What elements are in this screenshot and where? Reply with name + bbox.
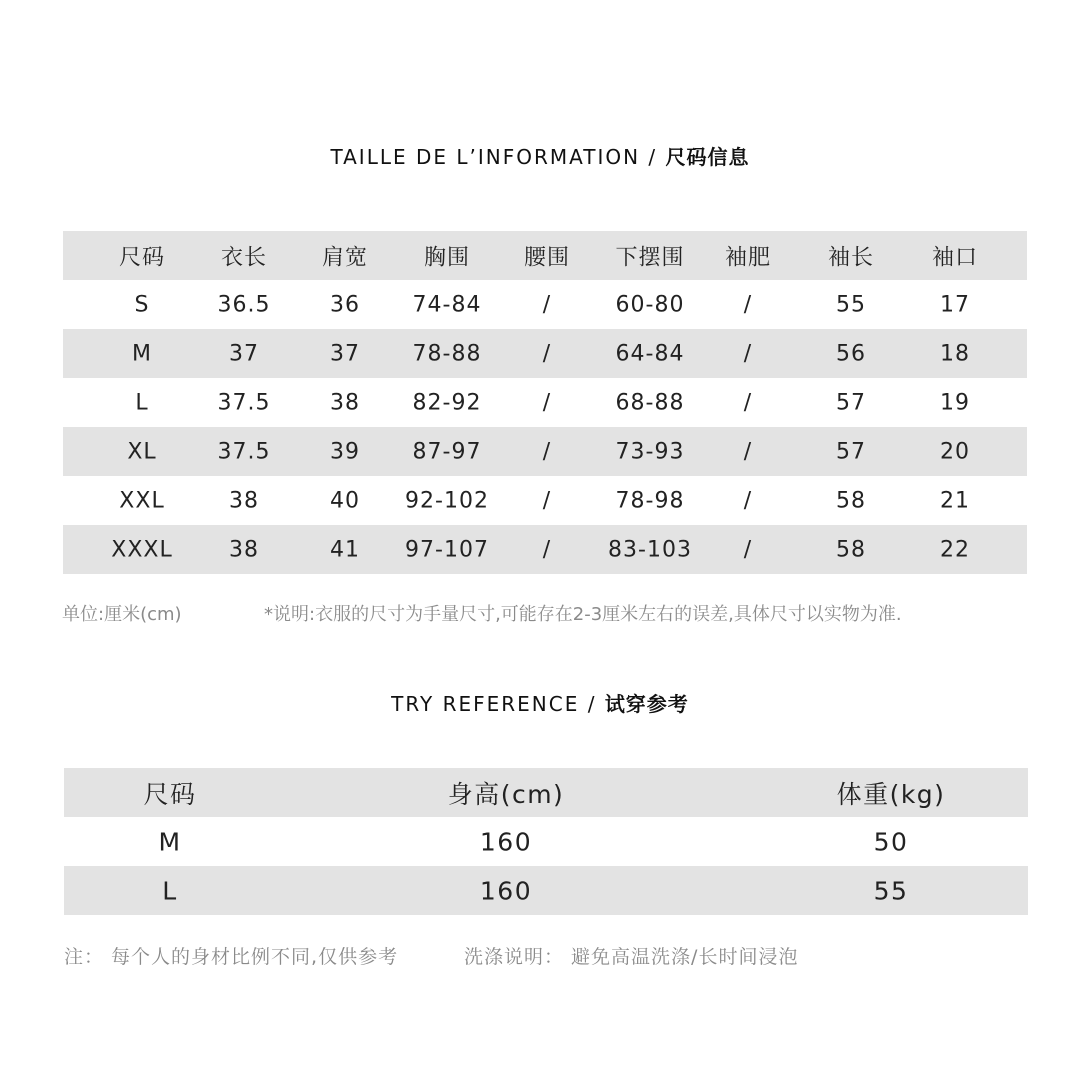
size-value-cell: 19 xyxy=(940,390,970,415)
size-row xyxy=(63,427,1027,476)
size-value-cell: S xyxy=(134,292,150,317)
size-header-cell: 袖长 xyxy=(827,245,875,270)
size-value-cell: M xyxy=(132,341,152,366)
size-row xyxy=(63,280,1027,329)
size-value-cell: 57 xyxy=(836,439,866,464)
size-value-cell: 58 xyxy=(836,537,866,562)
size-header-cell: 腰围 xyxy=(523,245,571,270)
size-value-cell: / xyxy=(743,341,753,366)
size-row-cell xyxy=(63,476,1027,525)
try-row-cell xyxy=(64,866,1028,915)
fit-note: 注： 每个人的身材比例不同,仅供参考 xyxy=(64,946,399,968)
try-reference-title-en: TRY REFERENCE / xyxy=(391,692,605,716)
size-value-cell: 78-98 xyxy=(615,488,685,513)
size-value-cell: / xyxy=(542,439,552,464)
size-value-cell: 38 xyxy=(229,488,259,513)
size-header-cell: 衣长 xyxy=(220,245,268,270)
size-row-cell xyxy=(63,378,1027,427)
try-value-cell: M xyxy=(158,827,182,856)
try-header-cell: 身高(cm) xyxy=(447,779,565,809)
try-reference-table xyxy=(64,768,1028,915)
size-value-cell: 37.5 xyxy=(217,439,271,464)
size-value-cell: 78-88 xyxy=(412,341,482,366)
size-value-cell: XXXL xyxy=(111,537,173,562)
try-header-cell: 体重(kg) xyxy=(836,779,946,809)
size-row xyxy=(63,329,1027,378)
size-value-cell: 22 xyxy=(940,537,970,562)
size-value-cell: / xyxy=(743,488,753,513)
try-value-cell: 160 xyxy=(479,827,533,856)
measurement-disclaimer: *说明:衣服的尺寸为手量尺寸,可能存在2-3厘米左右的误差,具体尺寸以实物为准. xyxy=(264,604,902,625)
size-value-cell: 74-84 xyxy=(412,292,482,317)
size-value-cell: 87-97 xyxy=(412,439,482,464)
size-header-cell: 袖肥 xyxy=(724,245,772,270)
size-value-cell: / xyxy=(542,390,552,415)
size-value-cell: L xyxy=(135,390,149,415)
try-header-row xyxy=(64,768,1028,817)
try-row-cell xyxy=(64,817,1028,866)
size-value-cell: 60-80 xyxy=(615,292,685,317)
size-value-cell: 73-93 xyxy=(615,439,685,464)
size-value-cell: 55 xyxy=(836,292,866,317)
try-value-cell: 50 xyxy=(873,827,909,856)
size-value-cell: 17 xyxy=(940,292,970,317)
try-value-cell: 55 xyxy=(873,876,909,905)
size-header-cell: 袖口 xyxy=(931,245,979,270)
size-value-cell: / xyxy=(542,292,552,317)
size-value-cell: XXL xyxy=(119,488,165,513)
size-info-title xyxy=(0,141,1080,170)
size-row-cell xyxy=(63,329,1027,378)
size-info-title-en: TAILLE DE L’INFORMATION / xyxy=(330,145,666,169)
try-row xyxy=(64,866,1028,915)
size-row-cell xyxy=(63,427,1027,476)
washing-instructions: 洗涤说明： 避免高温洗涤/长时间浸泡 xyxy=(464,946,799,968)
size-value-cell: / xyxy=(743,537,753,562)
size-value-cell: 41 xyxy=(330,537,360,562)
size-row-cell xyxy=(63,280,1027,329)
size-value-cell: 64-84 xyxy=(615,341,685,366)
size-header-cell: 下摆围 xyxy=(615,245,685,270)
size-header-cell: 尺码 xyxy=(118,245,166,270)
size-row xyxy=(63,525,1027,574)
size-value-cell: 36.5 xyxy=(217,292,271,317)
size-row xyxy=(63,476,1027,525)
size-value-cell: / xyxy=(542,537,552,562)
size-header-cell: 胸围 xyxy=(423,245,471,270)
size-value-cell: 83-103 xyxy=(608,537,692,562)
size-value-cell: 57 xyxy=(836,390,866,415)
try-row-cell xyxy=(64,768,1028,817)
try-row xyxy=(64,817,1028,866)
size-value-cell: / xyxy=(542,488,552,513)
size-value-cell: 92-102 xyxy=(405,488,489,513)
size-value-cell: 37 xyxy=(229,341,259,366)
try-value-cell: L xyxy=(162,876,178,905)
size-value-cell: 68-88 xyxy=(615,390,685,415)
size-row xyxy=(63,378,1027,427)
size-chart-table xyxy=(63,231,1027,574)
size-value-cell: 39 xyxy=(330,439,360,464)
size-value-cell: 37.5 xyxy=(217,390,271,415)
size-value-cell: / xyxy=(743,292,753,317)
size-value-cell: XL xyxy=(127,439,157,464)
size-value-cell: / xyxy=(743,390,753,415)
size-value-cell: 21 xyxy=(940,488,970,513)
size-value-cell: 20 xyxy=(940,439,970,464)
size-value-cell: / xyxy=(743,439,753,464)
size-row-cell xyxy=(63,525,1027,574)
size-value-cell: 56 xyxy=(836,341,866,366)
size-value-cell: 37 xyxy=(330,341,360,366)
size-header-cell: 肩宽 xyxy=(321,245,369,270)
size-value-cell: 38 xyxy=(330,390,360,415)
try-header-cell: 尺码 xyxy=(143,779,197,809)
size-header-row xyxy=(63,231,1027,280)
size-value-cell: 40 xyxy=(330,488,360,513)
size-value-cell: 18 xyxy=(940,341,970,366)
size-value-cell: / xyxy=(542,341,552,366)
size-value-cell: 58 xyxy=(836,488,866,513)
size-value-cell: 97-107 xyxy=(405,537,489,562)
size-info-title-cn: 尺码信息 xyxy=(665,145,750,169)
size-row-cell xyxy=(63,231,1027,280)
size-value-cell: 38 xyxy=(229,537,259,562)
size-value-cell: 36 xyxy=(330,292,360,317)
unit-note: 单位:厘米(cm) xyxy=(62,604,182,625)
try-value-cell: 160 xyxy=(479,876,533,905)
try-reference-title xyxy=(0,688,1080,717)
try-reference-title-cn: 试穿参考 xyxy=(604,692,689,716)
size-value-cell: 82-92 xyxy=(412,390,482,415)
